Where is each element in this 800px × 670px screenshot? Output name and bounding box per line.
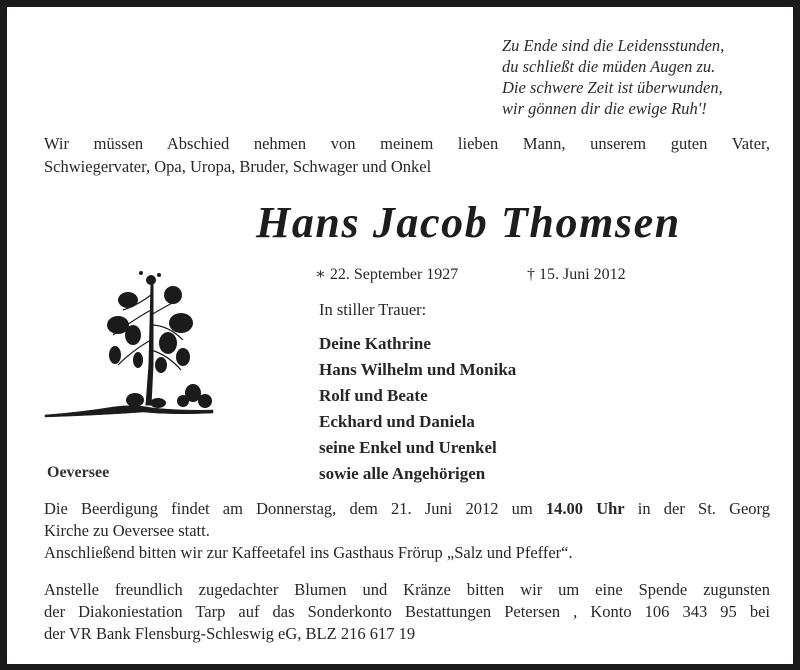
mourner: Hans Wilhelm und Monika xyxy=(319,360,517,379)
mourner: Eckhard und Daniela xyxy=(319,412,475,431)
death-date: † 15. Juni 2012 xyxy=(527,266,626,283)
poem-line: wir gönnen dir die ewige Ruh'! xyxy=(502,99,707,118)
mourner: Rolf und Beate xyxy=(319,386,428,405)
intro-text xyxy=(44,132,770,178)
donation-line: Anstelle freundlich zugedachter Blumen und Kränze bitten wir um eine Spende zugunsten xyxy=(44,580,770,599)
poem xyxy=(502,35,724,119)
poem-line: du schließt die müden Augen zu. xyxy=(502,57,716,76)
donation-line: der Diakoniestation Tarp auf das Sonderkonto Bestattungen Petersen , Konto 106 343 95 bei xyxy=(44,602,770,621)
deceased-name: Hans Jacob Thomsen xyxy=(256,198,681,247)
poem-line: Zu Ende sind die Leidensstunden, xyxy=(502,36,725,55)
funeral-line: Kirche zu Oeversee statt. xyxy=(44,521,210,540)
poem-line: Die schwere Zeit ist überwunden, xyxy=(502,78,723,97)
funeral-time: 14.00 Uhr xyxy=(545,499,625,518)
place-name: Oeversee xyxy=(47,464,110,481)
obituary-notice xyxy=(7,7,793,664)
birch-tree-icon xyxy=(43,265,215,425)
donation-line: der VR Bank Flensburg-Schleswig eG, BLZ 216 617 19 xyxy=(44,624,416,643)
funeral-info xyxy=(44,498,770,564)
mourners-list xyxy=(319,331,516,487)
life-dates xyxy=(315,264,626,284)
intro-line: Wir müssen Abschied nehmen von meinem lieben Mann, unserem guten Vater, xyxy=(44,134,770,153)
mourner: Deine Kathrine xyxy=(319,334,431,353)
donation-info xyxy=(44,579,770,645)
mourning-heading: In stiller Trauer: xyxy=(319,300,427,319)
funeral-line xyxy=(44,498,770,520)
funeral-text: in der St. Georg xyxy=(624,499,771,518)
intro-line: Schwiegervater, Opa, Uropa, Bruder, Schwager und Onkel xyxy=(44,157,432,176)
mourner: sowie alle Angehörigen xyxy=(319,464,486,483)
mourner: seine Enkel und Urenkel xyxy=(319,438,497,457)
birth-date: ∗ 22. September 1927 xyxy=(315,266,459,283)
funeral-text: Die Beerdigung findet am Donnerstag, dem 21. Juni 2012 um xyxy=(44,499,546,518)
reception-line: Anschließend bitten wir zur Kaffeetafel ins Gasthaus Frörup „Salz und Pfeffer“. xyxy=(44,543,573,562)
